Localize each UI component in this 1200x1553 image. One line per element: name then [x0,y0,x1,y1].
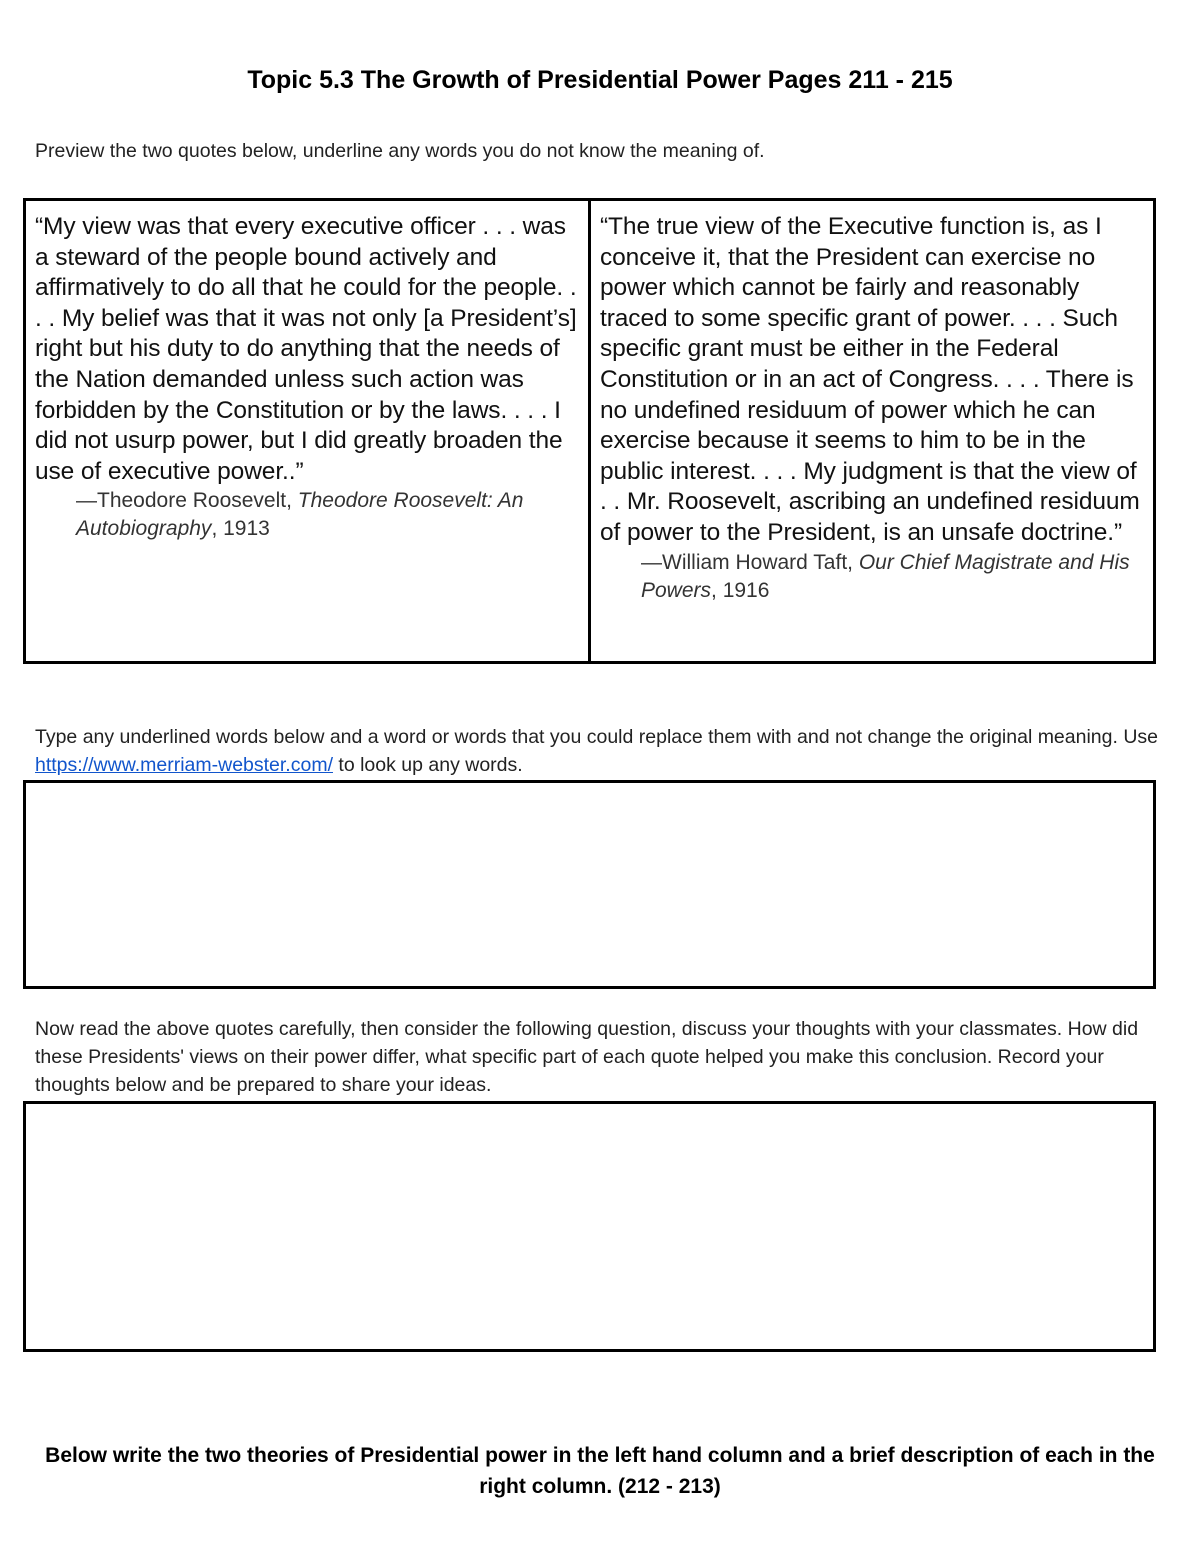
preview-instruction: Preview the two quotes below, underline any words you do not know the meaning of. [35,140,765,162]
page-title: Topic 5.3 The Growth of Presidential Power Pages 211 - 215 [247,66,953,94]
discussion-instruction: Now read the above quotes carefully, then consider the following question, discuss your thoughts with your classmates. How did these Presidents' views on their power differ, what specific part of each quote helped you make this conclusion. Record your thoughts below and be prepared to share your ideas. [35,1018,1139,1096]
roosevelt-attribution-author: —Theodore Roosevelt, [76,489,298,513]
quotes-table [23,198,1156,664]
roosevelt-attribution-year: , 1913 [211,517,270,541]
discussion-answer-box[interactable] [23,1101,1156,1352]
taft-quote-attribution [641,549,1145,605]
roosevelt-quote-cell [26,201,591,661]
taft-quote-cell [591,201,1153,661]
taft-attribution-author: —William Howard Taft, [641,550,859,574]
roosevelt-attribution-work: Theodore Roosevelt: An Autobiography [76,489,524,541]
taft-attribution-work: Our Chief Magistrate and His Powers [641,550,1130,602]
vocab-instruction-tail: to look up any words. [332,754,523,776]
roosevelt-quote-text: “My view was that every executive officer . . . was a steward of the people bound actively and affirmatively to do all that he could for the people. . . . My belief was that it was not only [a President’s] right but his duty to do anything that the needs of the Nation demanded unless such action was forbidden by the Constitution or by the laws. . . . I did not usurp power, but I did greatly broaden the use of executive power..” [35,213,577,485]
taft-quote-text: “The true view of the Executive function is, as I conceive it, that the President can exercise no power which cannot be fairly and reasonably traced to some specific grant of power. . . . Such specific grant must be either in the Federal Constitution or in an act of Congress. . . . There is no undefined residuum of power which he can exercise because it seems to him to be in the public interest. . . . My judgment is that the view of . . Mr. Roosevelt, ascribing an undefined residuum of power to the President, is an unsafe doctrine.” [600,213,1140,546]
vocab-answer-box[interactable] [23,780,1156,989]
taft-attribution-year: , 1916 [711,578,770,602]
roosevelt-quote-attribution [76,487,580,543]
vocab-instruction-text: Type any underlined words below and a word or words that you could replace them with and not change the original meaning. Use [35,726,1159,748]
vocab-instruction [35,723,1160,779]
merriam-webster-link[interactable]: https://www.merriam-webster.com/ [35,754,333,776]
theories-instruction: Below write the two theories of Presidential power in the left hand column and a brief description of each in the right column. (212 - 213) [45,1444,1155,1498]
